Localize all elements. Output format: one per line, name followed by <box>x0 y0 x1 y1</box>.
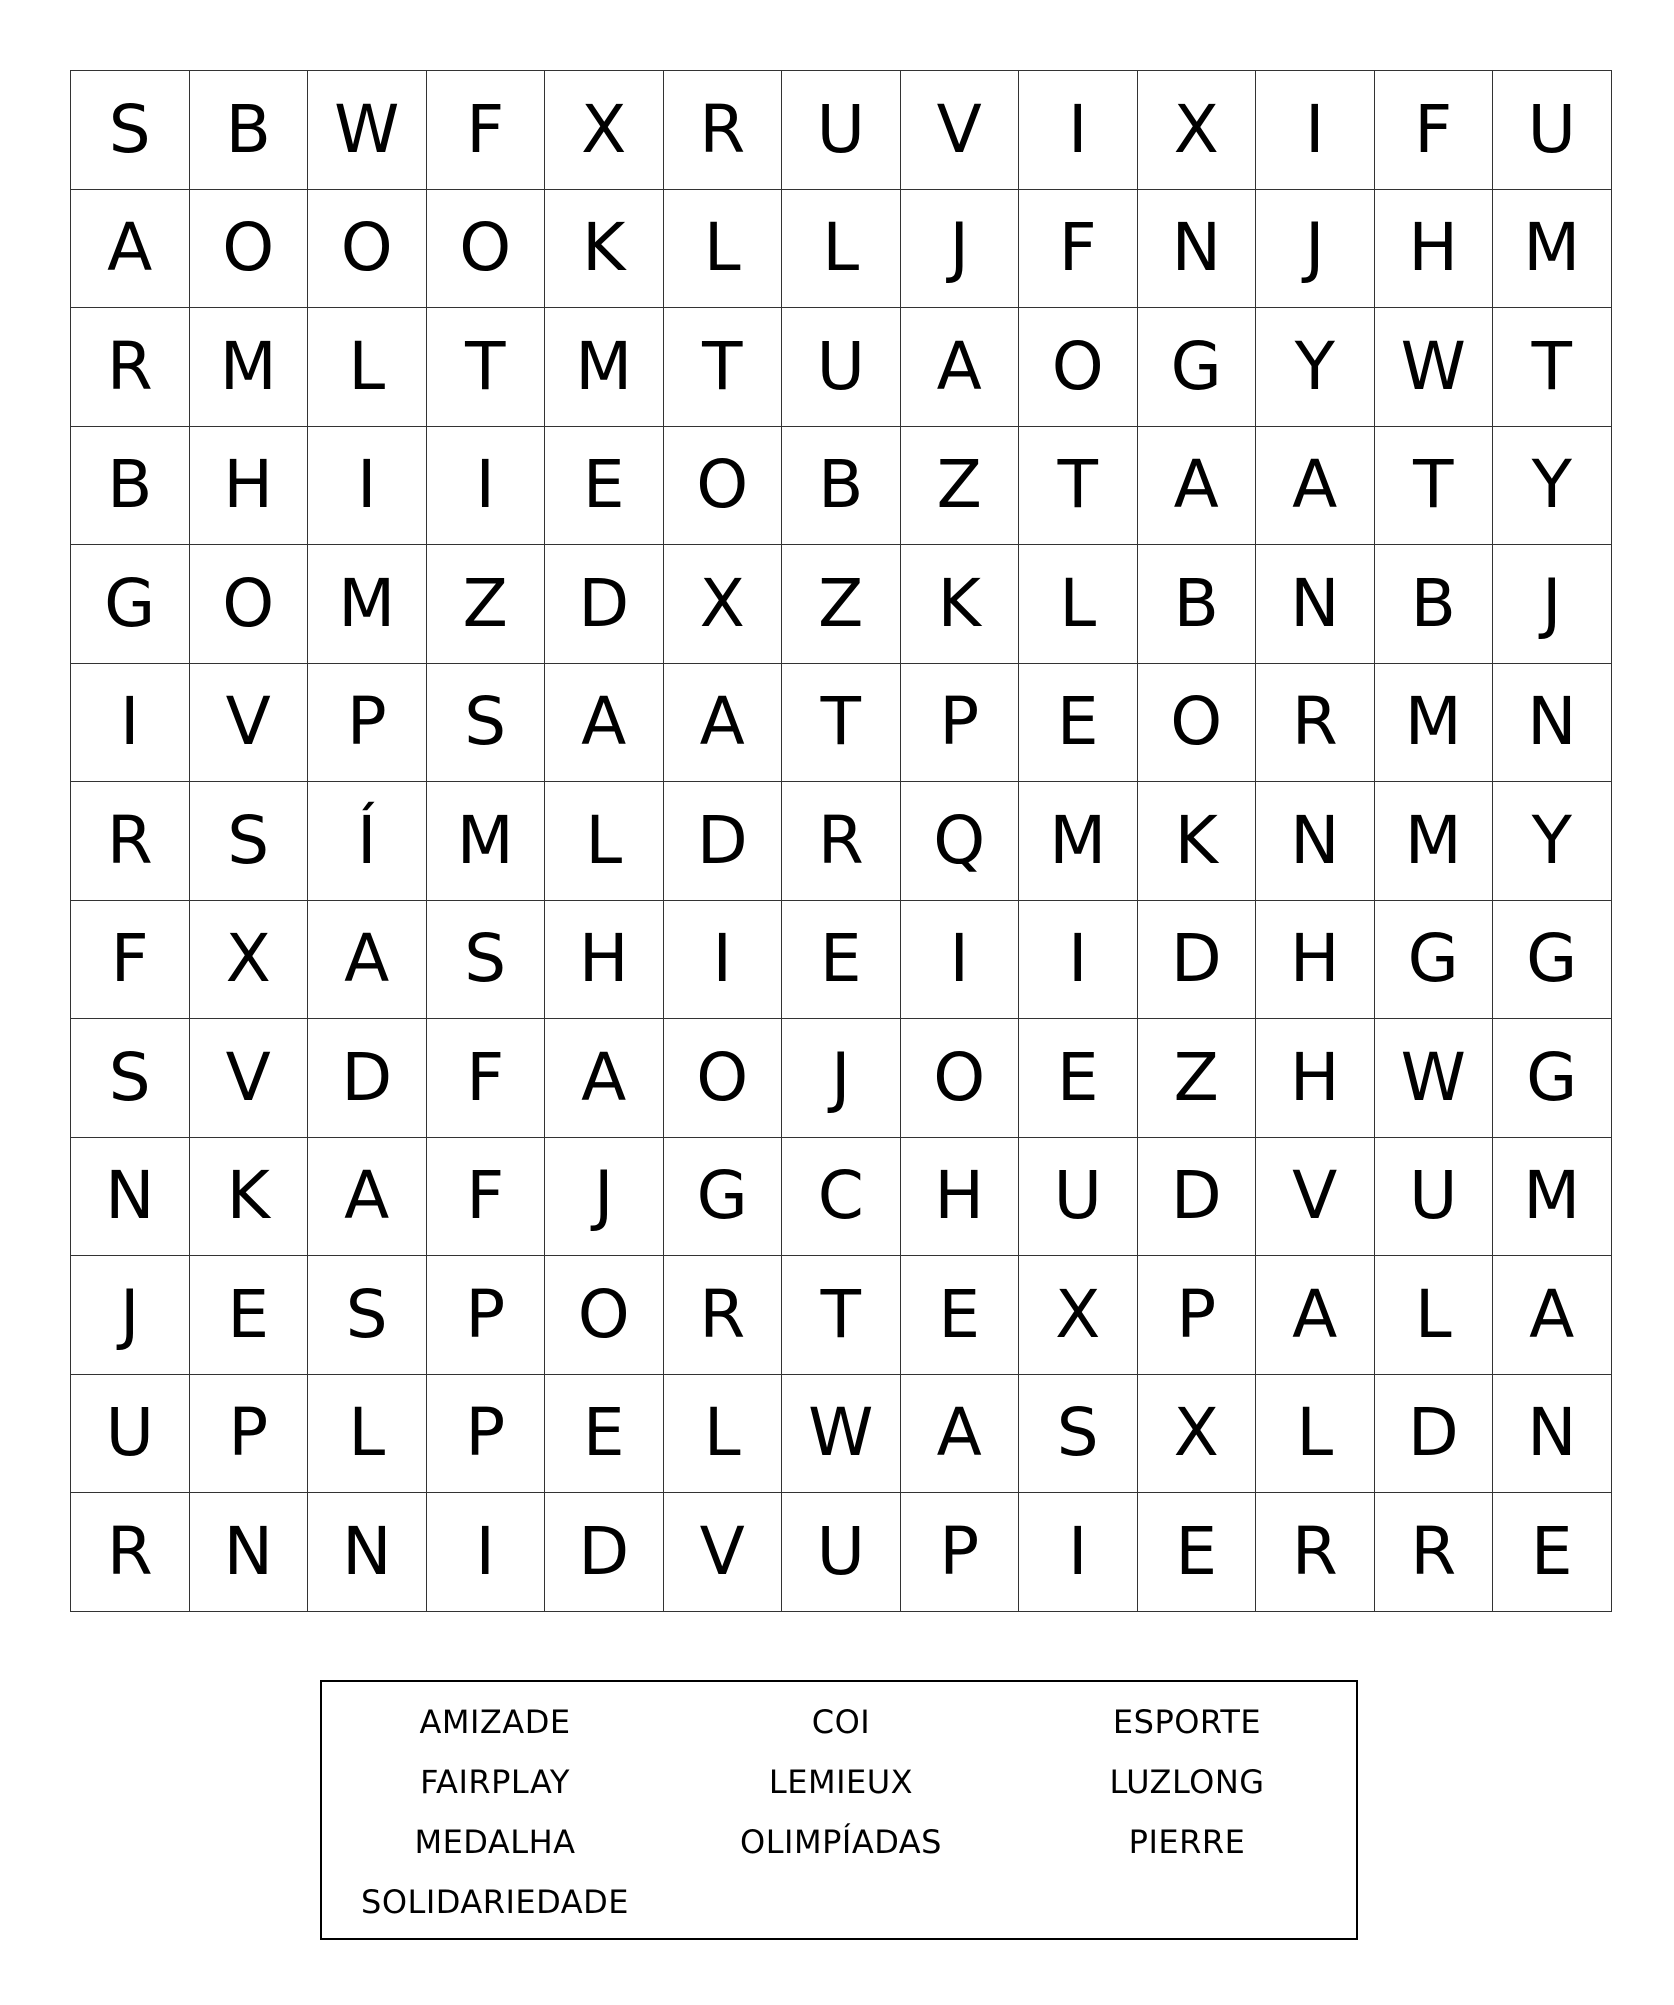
grid-cell[interactable]: N <box>1256 782 1375 901</box>
word-bank-item: MEDALHA <box>414 1823 576 1861</box>
grid-cell[interactable]: W <box>782 1375 901 1494</box>
grid-cell[interactable]: W <box>308 71 427 190</box>
grid-cell[interactable]: P <box>901 1493 1020 1612</box>
word-bank-item: LEMIEUX <box>768 1763 914 1801</box>
grid-cell[interactable]: O <box>664 1019 783 1138</box>
grid-cell[interactable]: W <box>1375 1019 1494 1138</box>
grid-cell[interactable]: I <box>664 901 783 1020</box>
grid-cell[interactable]: L <box>1256 1375 1375 1494</box>
grid-cell[interactable]: X <box>190 901 309 1020</box>
grid-cell[interactable]: A <box>901 1375 1020 1494</box>
word-bank-item: LUZLONG <box>1109 1763 1265 1801</box>
grid-cell[interactable]: F <box>427 71 546 190</box>
grid-cell[interactable]: V <box>190 664 309 783</box>
grid-cell[interactable]: T <box>1493 308 1612 427</box>
grid-cell[interactable]: P <box>427 1256 546 1375</box>
grid-cell[interactable]: C <box>782 1138 901 1257</box>
grid-cell[interactable]: M <box>190 308 309 427</box>
grid-cell[interactable]: U <box>1019 1138 1138 1257</box>
grid-cell[interactable]: B <box>71 427 190 546</box>
grid-cell[interactable]: M <box>1019 782 1138 901</box>
grid-cell[interactable]: T <box>782 1256 901 1375</box>
grid-cell[interactable]: X <box>545 71 664 190</box>
grid-cell[interactable]: Z <box>901 427 1020 546</box>
grid-cell[interactable]: F <box>1019 190 1138 309</box>
grid-cell[interactable]: Y <box>1493 427 1612 546</box>
grid-cell[interactable]: R <box>71 1493 190 1612</box>
grid-cell[interactable]: O <box>190 190 309 309</box>
grid-cell[interactable]: L <box>664 1375 783 1494</box>
grid-cell[interactable]: B <box>782 427 901 546</box>
grid-cell[interactable]: I <box>427 1493 546 1612</box>
grid-cell[interactable]: E <box>190 1256 309 1375</box>
grid-cell[interactable]: U <box>782 308 901 427</box>
word-bank-item: SOLIDARIEDADE <box>361 1883 629 1921</box>
grid-cell[interactable]: N <box>71 1138 190 1257</box>
grid-cell[interactable]: A <box>1256 1256 1375 1375</box>
grid-cell[interactable]: R <box>664 1256 783 1375</box>
grid-cell[interactable]: T <box>782 664 901 783</box>
word-bank-item: COI <box>811 1703 871 1741</box>
grid-cell[interactable]: O <box>545 1256 664 1375</box>
grid-cell[interactable]: J <box>901 190 1020 309</box>
letter-grid <box>70 70 1612 1612</box>
grid-cell[interactable]: B <box>190 71 309 190</box>
grid-cell[interactable]: H <box>901 1138 1020 1257</box>
grid-cell[interactable]: M <box>545 308 664 427</box>
grid-cell[interactable]: L <box>1375 1256 1494 1375</box>
grid-cell[interactable]: A <box>1256 427 1375 546</box>
grid-cell[interactable]: E <box>1019 664 1138 783</box>
grid-cell[interactable]: M <box>427 782 546 901</box>
grid-cell[interactable]: O <box>664 427 783 546</box>
grid-cell[interactable]: M <box>1375 664 1494 783</box>
grid-cell[interactable]: L <box>1019 545 1138 664</box>
grid-cell[interactable]: W <box>1375 308 1494 427</box>
grid-cell[interactable]: J <box>782 1019 901 1138</box>
grid-cell[interactable]: G <box>1375 901 1494 1020</box>
grid-cell[interactable]: R <box>664 71 783 190</box>
grid-cell[interactable]: E <box>901 1256 1020 1375</box>
grid-cell[interactable]: D <box>545 1493 664 1612</box>
grid-cell[interactable]: F <box>1375 71 1494 190</box>
grid-cell[interactable]: H <box>190 427 309 546</box>
grid-cell[interactable]: O <box>427 190 546 309</box>
word-bank-item: PIERRE <box>1128 1823 1246 1861</box>
grid-cell[interactable]: P <box>190 1375 309 1494</box>
grid-cell[interactable]: I <box>308 427 427 546</box>
grid-cell[interactable]: E <box>1138 1493 1257 1612</box>
grid-cell[interactable]: U <box>782 71 901 190</box>
grid-cell[interactable]: N <box>190 1493 309 1612</box>
grid-cell[interactable]: I <box>1256 71 1375 190</box>
grid-cell[interactable]: L <box>308 1375 427 1494</box>
grid-cell[interactable]: H <box>1256 1019 1375 1138</box>
grid-cell[interactable]: R <box>71 782 190 901</box>
grid-cell[interactable]: P <box>427 1375 546 1494</box>
grid-cell[interactable]: O <box>901 1019 1020 1138</box>
grid-cell[interactable]: J <box>1256 190 1375 309</box>
grid-cell[interactable]: R <box>1256 1493 1375 1612</box>
grid-cell[interactable]: L <box>664 190 783 309</box>
grid-cell[interactable]: I <box>1019 901 1138 1020</box>
grid-cell[interactable]: O <box>308 190 427 309</box>
grid-cell[interactable]: R <box>782 782 901 901</box>
grid-cell[interactable]: A <box>545 1019 664 1138</box>
grid-cell[interactable]: R <box>1375 1493 1494 1612</box>
grid-cell[interactable]: Í <box>308 782 427 901</box>
grid-cell[interactable]: U <box>1375 1138 1494 1257</box>
grid-cell[interactable]: D <box>308 1019 427 1138</box>
grid-cell[interactable]: P <box>1138 1256 1257 1375</box>
grid-cell[interactable]: A <box>1493 1256 1612 1375</box>
grid-cell[interactable]: A <box>308 1138 427 1257</box>
grid-cell[interactable]: G <box>1493 1019 1612 1138</box>
grid-cell[interactable]: A <box>1138 427 1257 546</box>
grid-cell[interactable]: G <box>1138 308 1257 427</box>
grid-cell[interactable]: N <box>1493 1375 1612 1494</box>
grid-cell[interactable]: H <box>545 901 664 1020</box>
grid-cell[interactable]: Z <box>427 545 546 664</box>
grid-cell[interactable]: X <box>1138 1375 1257 1494</box>
grid-cell[interactable]: I <box>427 427 546 546</box>
grid-cell[interactable]: Y <box>1256 308 1375 427</box>
word-bank-item: OLIMPÍADAS <box>740 1823 942 1861</box>
grid-cell[interactable]: E <box>545 1375 664 1494</box>
grid-cell[interactable]: J <box>71 1256 190 1375</box>
word-bank-item: ESPORTE <box>1112 1703 1262 1741</box>
grid-cell[interactable]: G <box>664 1138 783 1257</box>
grid-cell[interactable]: E <box>545 427 664 546</box>
grid-cell[interactable]: Z <box>1138 1019 1257 1138</box>
grid-cell[interactable]: D <box>1138 1138 1257 1257</box>
grid-cell[interactable]: E <box>1019 1019 1138 1138</box>
grid-cell[interactable]: T <box>1375 427 1494 546</box>
grid-cell[interactable]: D <box>545 545 664 664</box>
grid-cell[interactable]: S <box>427 901 546 1020</box>
grid-cell[interactable]: N <box>1493 664 1612 783</box>
grid-cell[interactable]: O <box>1019 308 1138 427</box>
grid-cell[interactable]: X <box>664 545 783 664</box>
grid-cell[interactable]: X <box>1019 1256 1138 1375</box>
grid-cell[interactable]: S <box>71 71 190 190</box>
grid-cell[interactable]: H <box>1375 190 1494 309</box>
grid-cell[interactable]: R <box>71 308 190 427</box>
grid-cell[interactable]: P <box>901 664 1020 783</box>
grid-cell[interactable]: V <box>1256 1138 1375 1257</box>
grid-cell[interactable]: K <box>545 190 664 309</box>
grid-cell[interactable]: V <box>664 1493 783 1612</box>
grid-cell[interactable]: G <box>71 545 190 664</box>
word-bank-item: AMIZADE <box>419 1703 571 1741</box>
grid-cell[interactable]: J <box>1493 545 1612 664</box>
grid-cell[interactable]: O <box>1138 664 1257 783</box>
grid-cell[interactable]: J <box>545 1138 664 1257</box>
grid-cell[interactable]: E <box>1493 1493 1612 1612</box>
grid-cell[interactable]: S <box>1019 1375 1138 1494</box>
grid-cell[interactable]: Q <box>901 782 1020 901</box>
grid-cell[interactable]: E <box>782 901 901 1020</box>
grid-cell[interactable]: O <box>190 545 309 664</box>
grid-cell[interactable]: S <box>308 1256 427 1375</box>
grid-cell[interactable]: P <box>308 664 427 783</box>
grid-cell[interactable]: M <box>1493 190 1612 309</box>
grid-cell[interactable]: G <box>1493 901 1612 1020</box>
grid-cell[interactable]: I <box>901 901 1020 1020</box>
grid-cell[interactable]: M <box>308 545 427 664</box>
grid-cell[interactable]: S <box>71 1019 190 1138</box>
grid-cell[interactable]: B <box>1375 545 1494 664</box>
grid-cell[interactable]: R <box>1256 664 1375 783</box>
grid-cell[interactable]: U <box>782 1493 901 1612</box>
grid-cell[interactable]: V <box>190 1019 309 1138</box>
grid-cell[interactable]: L <box>545 782 664 901</box>
grid-cell[interactable]: L <box>308 308 427 427</box>
grid-cell[interactable]: L <box>782 190 901 309</box>
grid-cell[interactable]: A <box>308 901 427 1020</box>
grid-cell[interactable]: S <box>427 664 546 783</box>
grid-cell[interactable]: M <box>1375 782 1494 901</box>
grid-cell[interactable]: A <box>545 664 664 783</box>
grid-cell[interactable]: I <box>1019 71 1138 190</box>
grid-cell[interactable]: M <box>1493 1138 1612 1257</box>
grid-cell[interactable]: I <box>71 664 190 783</box>
grid-cell[interactable]: N <box>308 1493 427 1612</box>
grid-cell[interactable]: K <box>1138 782 1257 901</box>
grid-cell[interactable]: N <box>1256 545 1375 664</box>
grid-cell[interactable]: D <box>1375 1375 1494 1494</box>
grid-cell[interactable]: X <box>1138 71 1257 190</box>
grid-cell[interactable]: F <box>427 1019 546 1138</box>
grid-cell[interactable]: F <box>71 901 190 1020</box>
grid-cell[interactable]: F <box>427 1138 546 1257</box>
grid-cell[interactable]: K <box>190 1138 309 1257</box>
grid-cell[interactable]: A <box>664 664 783 783</box>
grid-cell[interactable]: Z <box>782 545 901 664</box>
grid-cell[interactable]: B <box>1138 545 1257 664</box>
grid-cell[interactable]: K <box>901 545 1020 664</box>
grid-cell[interactable]: U <box>71 1375 190 1494</box>
grid-cell[interactable]: U <box>1493 71 1612 190</box>
grid-cell[interactable]: S <box>190 782 309 901</box>
grid-cell[interactable]: Y <box>1493 782 1612 901</box>
grid-cell[interactable]: T <box>1019 427 1138 546</box>
grid-cell[interactable]: N <box>1138 190 1257 309</box>
grid-cell[interactable]: I <box>1019 1493 1138 1612</box>
grid-cell[interactable]: H <box>1256 901 1375 1020</box>
grid-cell[interactable]: V <box>901 71 1020 190</box>
grid-cell[interactable]: T <box>664 308 783 427</box>
grid-cell[interactable]: A <box>71 190 190 309</box>
grid-cell[interactable]: D <box>664 782 783 901</box>
word-bank <box>320 1680 1358 1940</box>
grid-cell[interactable]: D <box>1138 901 1257 1020</box>
word-bank-item: FAIRPLAY <box>420 1763 570 1801</box>
grid-cell[interactable]: T <box>427 308 546 427</box>
grid-cell[interactable]: A <box>901 308 1020 427</box>
